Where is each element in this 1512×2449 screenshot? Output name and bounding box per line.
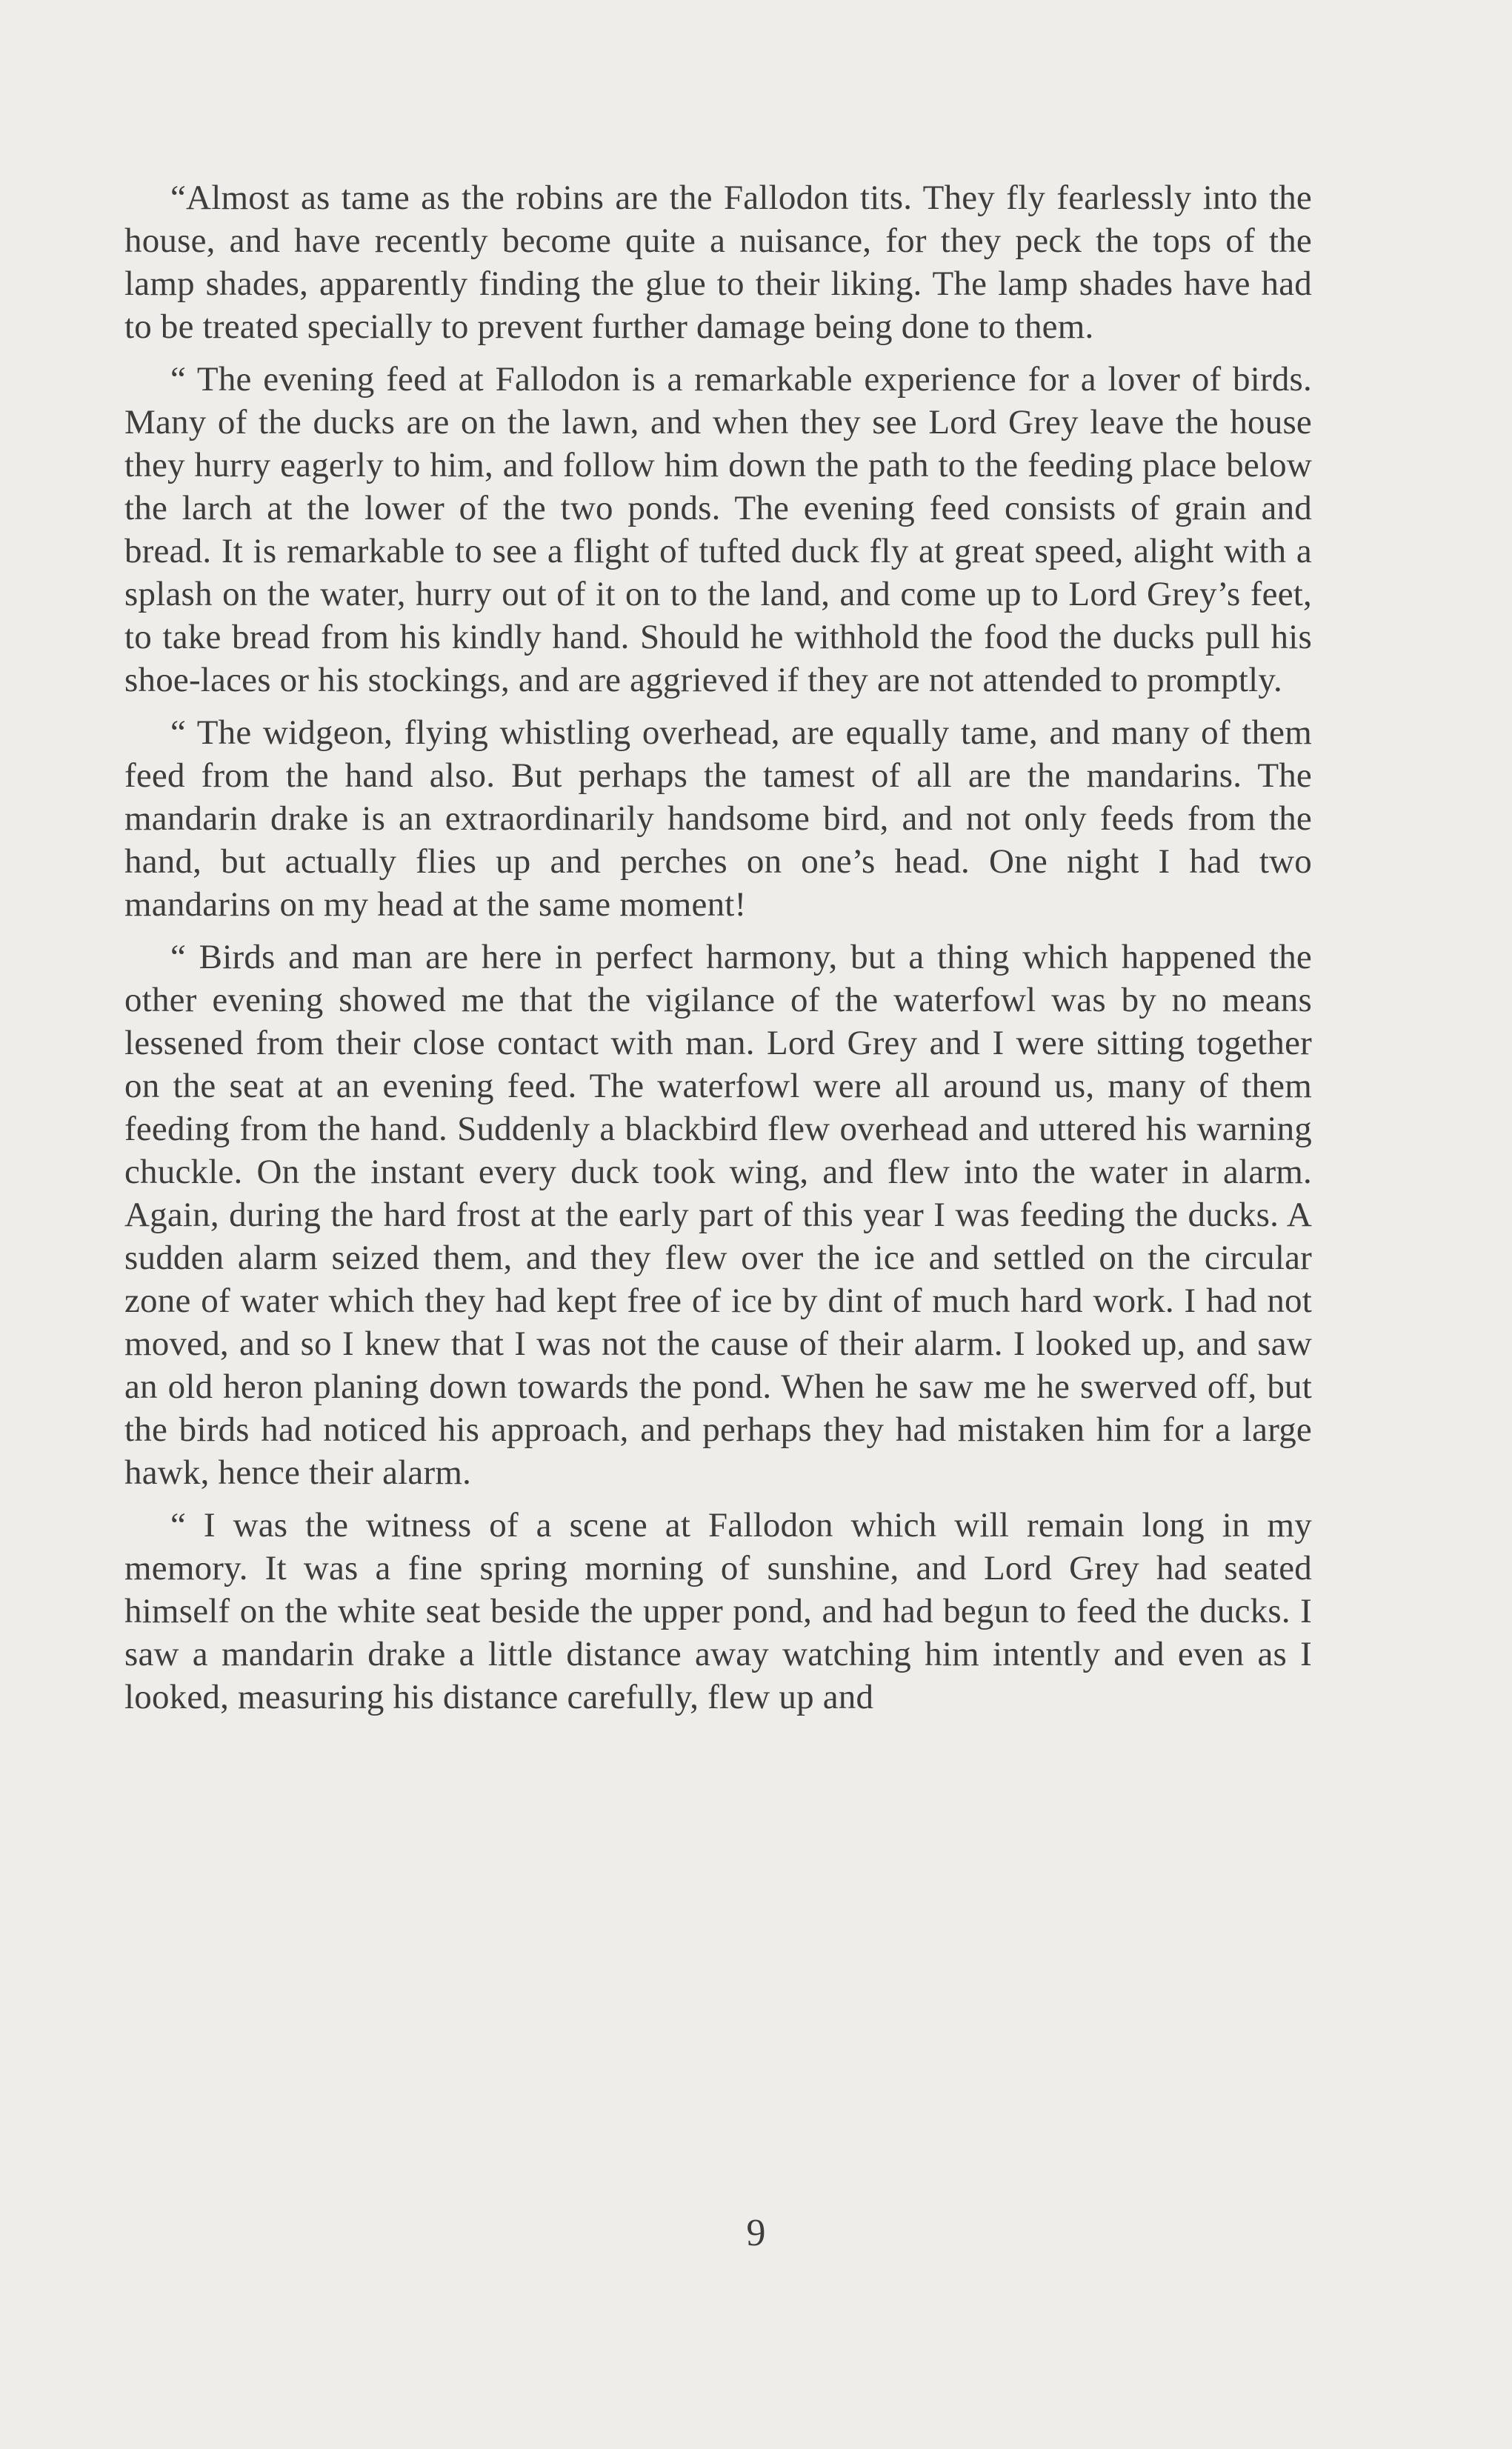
paragraph-tits: “Almost as tame as the robins are the Fallodon tits. They fly fearlessly into the house, and have recently become quite a nuisance, for they peck the tops of the lamp shades, apparently finding the glue to their liking. The lamp shades have had to be treated specially to prevent further damage being done to them. <box>124 179 1312 346</box>
body-text <box>124 176 1312 1728</box>
paragraph-vigilance: “ Birds and man are here in perfect harmony, but a thing which happened the other evening showed me that the vigilance of the waterfowl was by no means lessened from their close contact with man. Lord Grey and I were sitting together on the seat at an evening feed. The waterfowl were all around us, many of them feeding from the hand. Suddenly a blackbird flew overhead and uttered his warning chuckle. On the instant every duck took wing, and flew into the water in alarm. Again, during the hard frost at the early part of this year I was feeding the ducks. A sudden alarm seized them, and they flew over the ice and settled on the circular zone of water which they had kept free of ice by dint of much hard work. I had not moved, and so I knew that I was not the cause of their alarm. I looked up, and saw an old heron planing down towards the pond. When he saw me he swerved off, but the birds had noticed his approach, and perhaps they had mistaken him for a large hawk, hence their alarm. <box>124 938 1312 1492</box>
paragraph-widgeon-mandarins: “ The widgeon, flying whistling overhead, are equally tame, and many of them feed from the hand also. But perhaps the tamest of all are the mandarins. The mandarin drake is an extraordinarily handsome bird, and not only feeds from the hand, but actually flies up and perches on one’s head. One night I had two mandarins on my head at the same moment! <box>124 713 1312 924</box>
paragraph-evening-feed: “ The evening feed at Fallodon is a remarkable experience for a lover of birds. Many of the ducks are on the lawn, and when they see Lord Grey leave the house they hurry eagerly to him, and follow him down the path to the feeding place below the larch at the lower of the two ponds. The evening feed consists of grain and bread. It is remarkable to see a flight of tufted duck fly at great speed, alight with a splash on the water, hurry out of it on to the land, and come up to Lord Grey’s feet, to take bread from his kindly hand. Should he withhold the food the ducks pull his shoe-laces or his stockings, and are aggrieved if they are not attended to promptly. <box>124 360 1312 699</box>
page-number: 9 <box>746 2212 766 2254</box>
paragraph-witness-scene: “ I was the witness of a scene at Fallodon which will remain long in my memory. It was a fine spring morning of sunshine, and Lord Grey had seated himself on the white seat beside the upper pond, and had begun to feed the ducks. I saw a mandarin drake a little distance away watching him intently and even as I looked, measuring his distance carefully, flew up and <box>124 1506 1312 1716</box>
